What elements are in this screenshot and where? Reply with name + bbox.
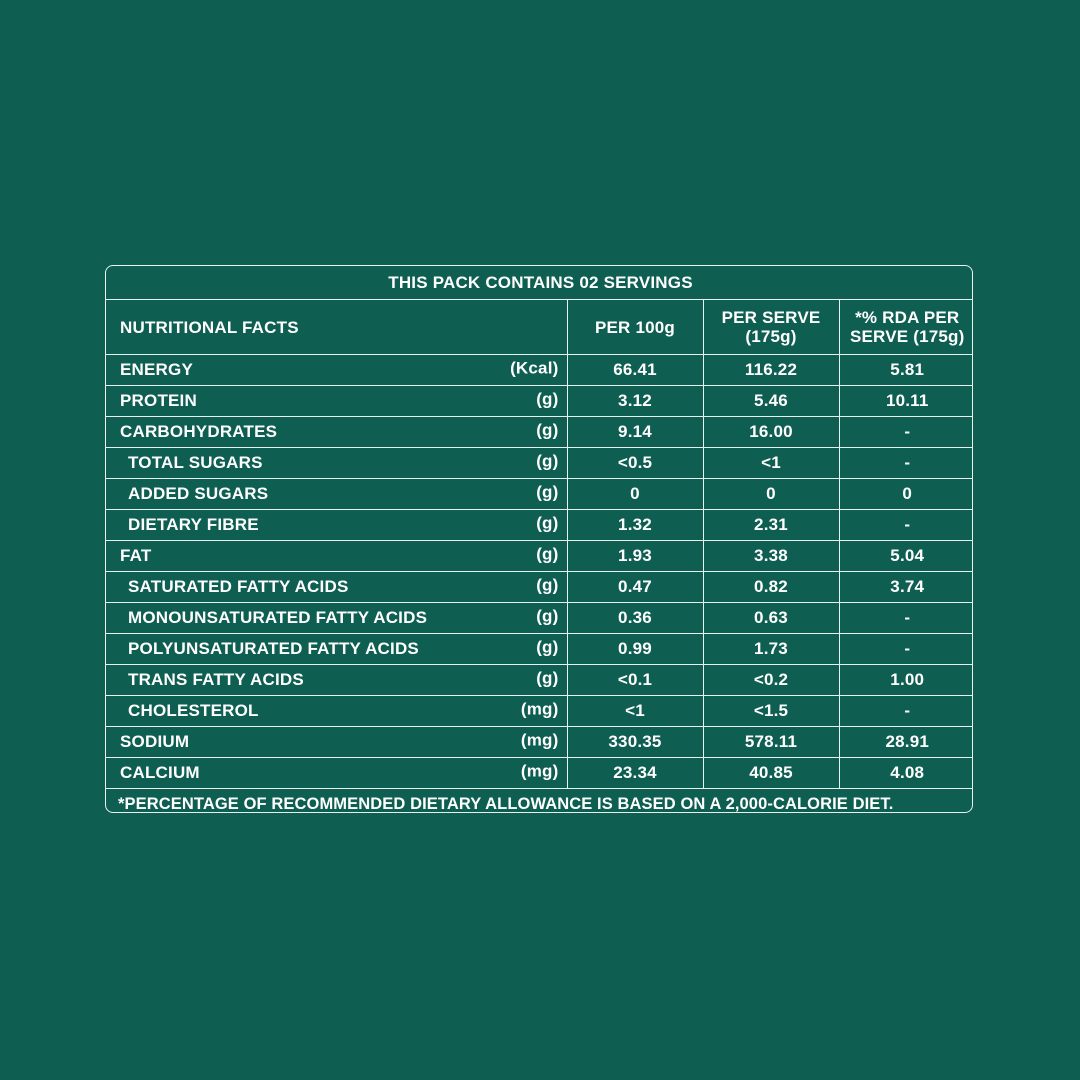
value-per-serve: 0.82 [703, 572, 839, 603]
nutrition-table-panel [105, 265, 973, 813]
nutrient-label-cell [106, 479, 567, 510]
nutrient-unit: (g) [536, 451, 559, 471]
nutrient-name: CARBOHYDRATES [120, 422, 278, 441]
table-row [106, 727, 973, 758]
value-rda: 3.74 [839, 572, 973, 603]
value-rda: 4.08 [839, 758, 973, 789]
value-rda: 28.91 [839, 727, 973, 758]
nutrient-unit: (g) [536, 420, 559, 440]
value-per-100g: 1.32 [567, 510, 703, 541]
header-rda-line1: *% RDA PER [855, 308, 960, 327]
header-per-serve-line1: PER SERVE [721, 308, 821, 327]
nutrient-name: ENERGY [120, 360, 193, 379]
value-per-100g: 23.34 [567, 758, 703, 789]
value-per-100g: 0.47 [567, 572, 703, 603]
value-rda: 10.11 [839, 386, 973, 417]
table-row [106, 510, 973, 541]
value-per-serve: 578.11 [703, 727, 839, 758]
header-rda-line2: SERVE (175g) [849, 327, 965, 346]
nutrient-unit: (g) [536, 544, 559, 564]
value-per-serve: 40.85 [703, 758, 839, 789]
nutrient-name: CALCIUM [120, 763, 200, 782]
value-rda: - [839, 417, 973, 448]
value-per-100g: 66.41 [567, 355, 703, 386]
nutrient-unit: (mg) [520, 761, 559, 781]
value-rda: - [839, 448, 973, 479]
nutrient-unit: (g) [536, 606, 559, 626]
nutrient-label-cell [106, 758, 567, 789]
value-per-100g: <0.1 [567, 665, 703, 696]
value-per-100g: <1 [567, 696, 703, 727]
value-per-100g: 0 [567, 479, 703, 510]
value-per-100g: 330.35 [567, 727, 703, 758]
nutrient-name: ADDED SUGARS [128, 484, 269, 503]
value-per-100g: 0.36 [567, 603, 703, 634]
table-row [106, 386, 973, 417]
value-per-100g: 0.99 [567, 634, 703, 665]
nutrient-unit: (g) [536, 513, 559, 533]
nutrient-label-cell [106, 572, 567, 603]
nutrient-name: SATURATED FATTY ACIDS [128, 577, 349, 596]
value-rda: - [839, 603, 973, 634]
nutrient-name: FAT [120, 546, 152, 565]
nutrient-name: TRANS FATTY ACIDS [128, 670, 304, 689]
value-per-serve: 116.22 [703, 355, 839, 386]
value-per-serve: 16.00 [703, 417, 839, 448]
value-rda: 5.81 [839, 355, 973, 386]
table-row [106, 479, 973, 510]
nutrient-unit: (Kcal) [510, 358, 559, 378]
nutrient-unit: (g) [536, 668, 559, 688]
value-rda: - [839, 696, 973, 727]
nutrient-unit: (g) [536, 389, 559, 409]
nutrient-label-cell [106, 541, 567, 572]
servings-title-row [106, 266, 973, 300]
value-per-serve: 2.31 [703, 510, 839, 541]
table-row [106, 758, 973, 789]
value-per-serve: 0 [703, 479, 839, 510]
nutrient-name: SODIUM [120, 732, 190, 751]
value-per-serve: 5.46 [703, 386, 839, 417]
table-row [106, 665, 973, 696]
footnote: *PERCENTAGE OF RECOMMENDED DIETARY ALLOWANCE IS BASED ON A 2,000-CALORIE DIET. [106, 789, 973, 814]
nutrient-unit: (g) [536, 637, 559, 657]
table-row [106, 417, 973, 448]
nutrient-label-cell [106, 355, 567, 386]
footnote-row [106, 789, 973, 814]
value-per-serve: 1.73 [703, 634, 839, 665]
header-rda [839, 300, 973, 355]
value-per-serve: <1.5 [703, 696, 839, 727]
servings-title: THIS PACK CONTAINS 02 SERVINGS [106, 266, 973, 300]
value-per-100g: 1.93 [567, 541, 703, 572]
value-per-serve: <0.2 [703, 665, 839, 696]
nutrient-label-cell [106, 603, 567, 634]
table-header-row [106, 300, 973, 355]
table-row [106, 696, 973, 727]
nutrient-label-cell [106, 510, 567, 541]
value-per-serve: 3.38 [703, 541, 839, 572]
nutrient-name: PROTEIN [120, 391, 197, 410]
nutrient-name: MONOUNSATURATED FATTY ACIDS [128, 608, 428, 627]
nutrient-label-cell [106, 665, 567, 696]
value-rda: 1.00 [839, 665, 973, 696]
nutrient-name: TOTAL SUGARS [128, 453, 263, 472]
value-rda: 0 [839, 479, 973, 510]
nutrient-name: CHOLESTEROL [128, 701, 259, 720]
table-row [106, 634, 973, 665]
table-row [106, 603, 973, 634]
header-per-100g: PER 100g [567, 300, 703, 355]
header-nutritional-facts: NUTRITIONAL FACTS [106, 300, 567, 355]
nutrient-unit: (g) [536, 575, 559, 595]
value-per-100g: 9.14 [567, 417, 703, 448]
table-row [106, 572, 973, 603]
value-rda: - [839, 634, 973, 665]
nutrient-unit: (mg) [520, 699, 559, 719]
value-rda: - [839, 510, 973, 541]
value-per-serve: <1 [703, 448, 839, 479]
nutrient-name: POLYUNSATURATED FATTY ACIDS [128, 639, 419, 658]
value-rda: 5.04 [839, 541, 973, 572]
nutrient-name: DIETARY FIBRE [128, 515, 259, 534]
nutrient-label-cell [106, 634, 567, 665]
value-per-100g: 3.12 [567, 386, 703, 417]
nutrition-facts-table [106, 266, 973, 813]
nutrient-label-cell [106, 386, 567, 417]
nutrient-label-cell [106, 696, 567, 727]
nutrient-unit: (mg) [520, 730, 559, 750]
nutrient-label-cell [106, 448, 567, 479]
nutrient-label-cell [106, 727, 567, 758]
header-per-serve-line2: (175g) [745, 327, 797, 346]
nutrient-label-cell [106, 417, 567, 448]
value-per-serve: 0.63 [703, 603, 839, 634]
nutrient-unit: (g) [536, 482, 559, 502]
header-per-serve [703, 300, 839, 355]
table-row [106, 355, 973, 386]
table-row [106, 448, 973, 479]
value-per-100g: <0.5 [567, 448, 703, 479]
table-row [106, 541, 973, 572]
